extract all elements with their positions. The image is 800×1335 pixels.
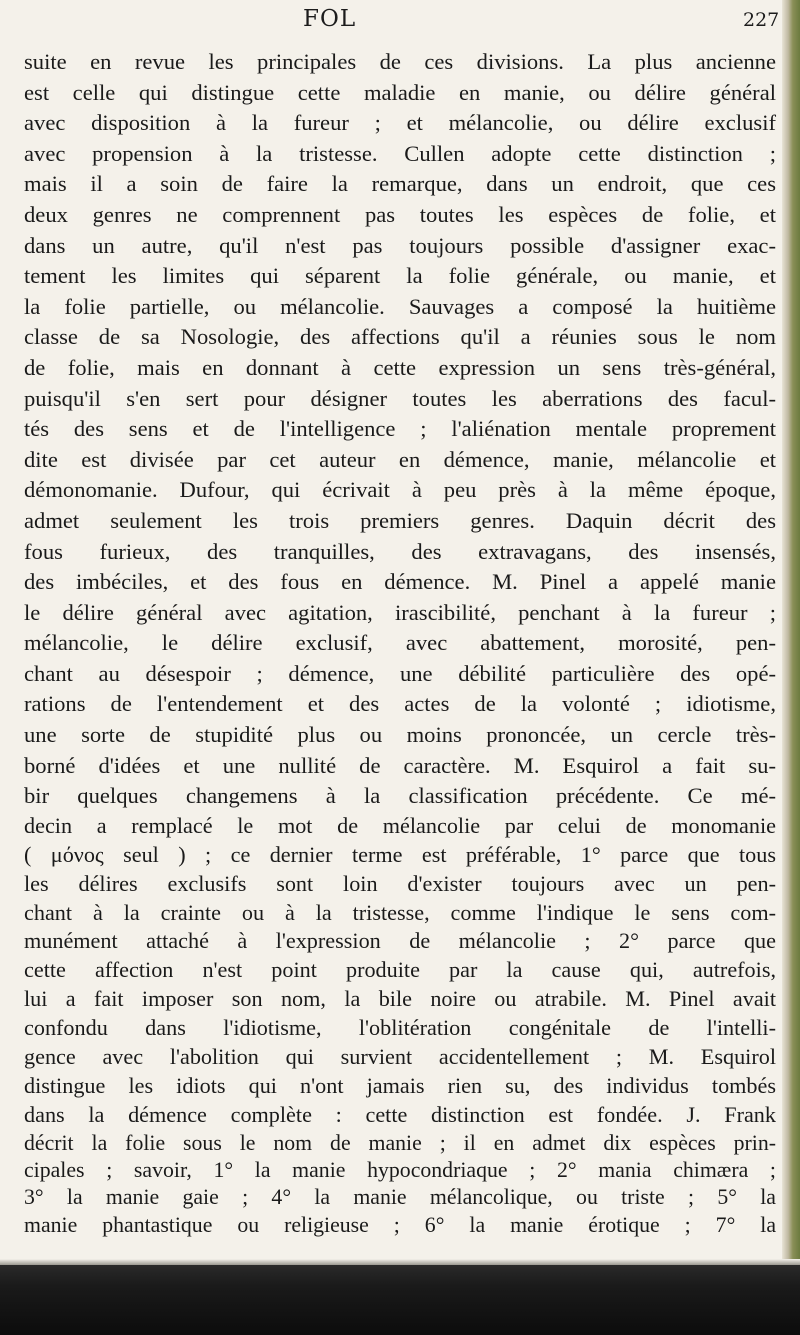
text-line: fous furieux, des tranquilles, des extravagans, des insensés,	[24, 538, 776, 564]
text-line: chant à la crainte ou à la tristesse, comme l'indique le sens com-	[24, 899, 776, 925]
body-text	[24, 47, 776, 1239]
text-line: des imbéciles, et des fous en démence. M. Pinel a appelé manie	[24, 569, 776, 595]
text-line: mais il a soin de faire la remarque, dans un endroit, que ces	[24, 171, 776, 197]
text-line: rations de l'entendement et des actes de la volonté ; idiotisme,	[24, 691, 776, 717]
text-line: bir quelques changemens à la classification précédente. Ce mé-	[24, 783, 776, 809]
text-line: borné d'idées et une nullité de caractère. M. Esquirol a fait su-	[24, 752, 776, 778]
text-line: munément attaché à l'expression de mélancolie ; 2° parce que	[24, 928, 776, 954]
text-line: 3° la manie gaie ; 4° la manie mélancolique, ou triste ; 5° la	[24, 1185, 776, 1210]
text-line: dans un autre, qu'il n'est pas toujours possible d'assigner exac-	[24, 232, 776, 258]
page-edge-shadow	[782, 0, 800, 1335]
paragraph-block	[24, 812, 776, 1130]
text-line: tement les limites qui séparent la folie générale, ou manie, et	[24, 263, 776, 289]
text-line: chant au désespoir ; démence, une débilité particulière des opé-	[24, 660, 776, 686]
text-line: est celle qui distingue cette maladie en manie, ou délire général	[24, 79, 776, 105]
text-line: les délires exclusifs sont loin d'exister toujours avec un pen-	[24, 870, 776, 896]
text-line: avec disposition à la fureur ; et mélancolie, ou délire exclusif	[24, 110, 776, 136]
text-line: suite en revue les principales de ces divisions. La plus ancienne	[24, 49, 776, 74]
text-line: démonomanie. Dufour, qui écrivait à peu près à la même époque,	[24, 477, 776, 503]
page-number: 227	[743, 9, 780, 31]
text-line: dite est divisée par cet auteur en démence, manie, mélancolie et	[24, 446, 776, 472]
scan-dark-margin	[0, 1265, 800, 1335]
paragraph-block	[24, 1130, 776, 1240]
running-title: FOL	[303, 6, 357, 32]
text-line: décrit la folie sous le nom de manie ; il en admet dix espèces prin-	[24, 1130, 776, 1155]
text-line: une sorte de stupidité plus ou moins prononcée, un cercle très-	[24, 722, 776, 748]
text-line: deux genres ne comprennent pas toutes les espèces de folie, et	[24, 201, 776, 227]
text-line: le délire général avec agitation, irascibilité, penchant à la fureur ;	[24, 599, 776, 625]
text-line: mélancolie, le délire exclusif, avec abattement, morosité, pen-	[24, 630, 776, 656]
text-line: cette affection n'est point produite par la cause qui, autrefois,	[24, 957, 776, 983]
text-line: dans la démence complète : cette distinction est fondée. J. Frank	[24, 1101, 776, 1127]
text-line: confondu dans l'idiotisme, l'oblitération congénitale de l'intelli-	[24, 1015, 776, 1041]
text-line: tés des sens et de l'intelligence ; l'aliénation mentale proprement	[24, 416, 776, 442]
text-line: gence avec l'abolition qui survient accidentellement ; M. Esquirol	[24, 1043, 776, 1069]
text-line: decin a remplacé le mot de mélancolie par celui de monomanie	[24, 812, 776, 838]
text-line: admet seulement les trois premiers genres. Daquin décrit des	[24, 507, 776, 533]
text-line: ( μόνος seul ) ; ce dernier terme est préférable, 1° parce que tous	[24, 841, 776, 867]
text-line: manie phantastique ou religieuse ; 6° la manie érotique ; 7° la	[24, 1212, 776, 1237]
text-line: avec propension à la tristesse. Cullen adopte cette distinction ;	[24, 140, 776, 166]
text-line: distingue les idiots qui n'ont jamais rien su, des individus tombés	[24, 1072, 776, 1098]
text-line: la folie partielle, ou mélancolie. Sauvages a composé la huitième	[24, 293, 776, 319]
text-line: puisqu'il s'en sert pour désigner toutes les aberrations des facul-	[24, 385, 776, 411]
text-line: lui a fait imposer son nom, la bile noire ou atrabile. M. Pinel avait	[24, 986, 776, 1012]
text-line: classe de sa Nosologie, des affections qu'il a réunies sous le nom	[24, 324, 776, 350]
text-line: cipales ; savoir, 1° la manie hypocondriaque ; 2° mania chimæra ;	[24, 1158, 776, 1183]
text-line: de folie, mais en donnant à cette expression un sens très-général,	[24, 354, 776, 380]
paragraph-block	[24, 47, 776, 812]
